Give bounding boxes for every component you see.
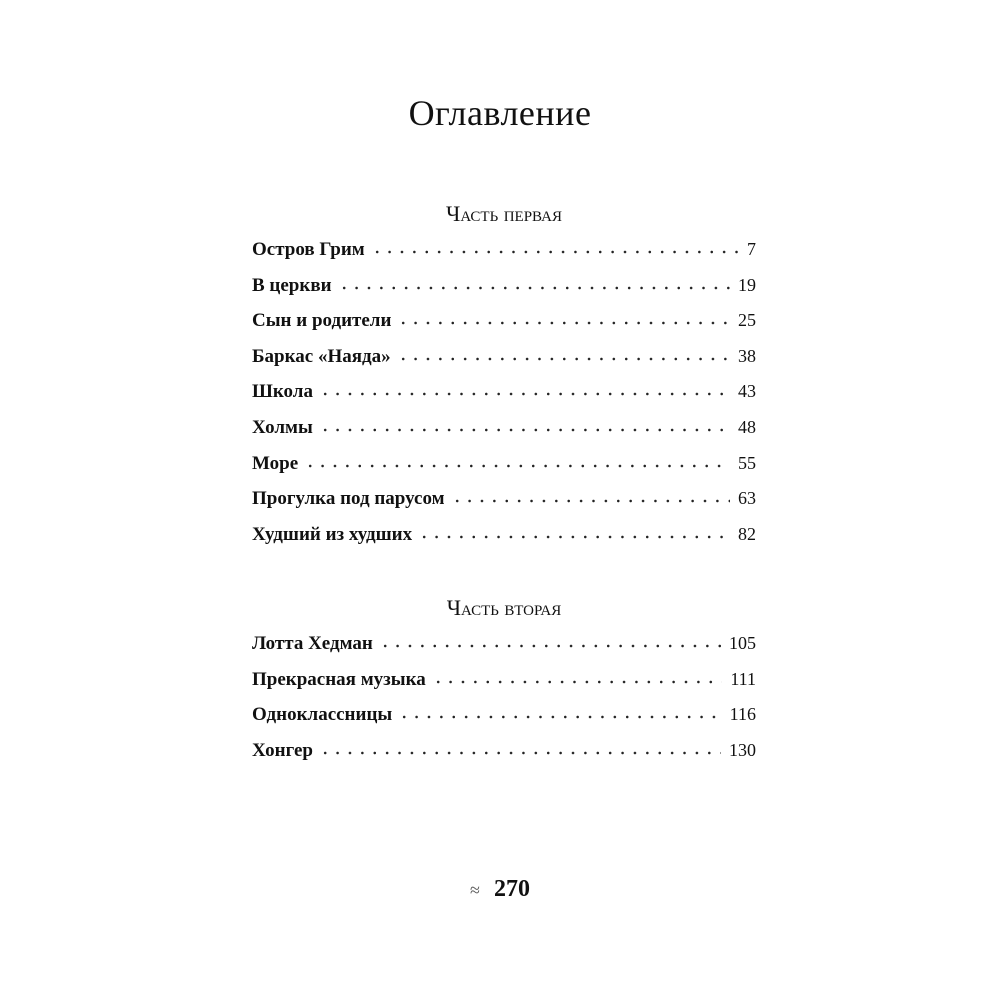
dot-leader: [319, 750, 721, 756]
ornament-icon: ≈: [470, 880, 480, 900]
dot-leader: [371, 249, 739, 255]
entry-page: 19: [738, 274, 756, 295]
page-footer: [0, 876, 1000, 903]
toc-entry[interactable]: [252, 626, 756, 662]
entry-page: 55: [738, 452, 756, 473]
entry-page: 43: [738, 381, 756, 402]
entry-page: 48: [738, 416, 756, 437]
entry-title: Сын и родители: [252, 310, 392, 332]
toc-entry[interactable]: [252, 410, 756, 446]
toc-entry[interactable]: [252, 517, 756, 553]
entry-title: Лотта Хедман: [252, 633, 373, 654]
entry-page: 111: [730, 668, 756, 689]
entry-page: 116: [729, 704, 756, 725]
entry-page: 25: [738, 310, 756, 331]
entry-page: 82: [738, 523, 756, 544]
entry-title: Хонгер: [252, 739, 313, 761]
toc-entry[interactable]: [252, 446, 756, 482]
dot-leader: [451, 498, 730, 504]
toc-entry[interactable]: [252, 374, 756, 410]
dot-leader: [338, 285, 730, 291]
entry-page: 130: [729, 739, 756, 760]
toc-entry[interactable]: [252, 733, 756, 769]
toc-entry[interactable]: [252, 303, 756, 339]
dot-leader: [379, 643, 721, 649]
toc-entry[interactable]: [252, 481, 756, 517]
entry-title: Прекрасная музыка: [252, 668, 426, 690]
dot-leader: [397, 356, 730, 362]
toc-part-2: [252, 590, 756, 768]
dot-leader: [319, 427, 730, 433]
entry-title: Школа: [252, 381, 313, 403]
entry-page: 105: [729, 633, 756, 653]
dot-leader: [398, 714, 721, 720]
entry-title: Холмы: [252, 416, 313, 438]
entry-page: 63: [738, 488, 756, 509]
page-title: Оглавление: [408, 93, 592, 133]
entry-title: Худший из худших: [252, 523, 413, 545]
toc-part-1: [252, 196, 756, 552]
page-number: 270: [493, 876, 530, 902]
entry-page: 7: [747, 239, 756, 259]
entry-title: Прогулка под парусом: [252, 488, 445, 510]
entry-title: Одноклассницы: [252, 704, 393, 726]
entry-title: В церкви: [252, 274, 332, 296]
toc-entry[interactable]: [252, 339, 756, 375]
part-heading: Часть первая: [446, 201, 562, 226]
dot-leader: [304, 463, 730, 469]
entry-title: Баркас «Наяда»: [252, 345, 391, 367]
dot-leader: [432, 679, 723, 685]
part-heading: Часть вторая: [446, 595, 562, 620]
toc-entry[interactable]: [252, 697, 756, 733]
toc-entry[interactable]: [252, 268, 756, 304]
dot-leader: [418, 534, 730, 540]
dot-leader: [397, 320, 730, 326]
toc-entry[interactable]: [252, 232, 756, 268]
entry-title: Море: [252, 452, 299, 474]
entry-page: 38: [738, 345, 756, 366]
toc-entry[interactable]: [252, 662, 756, 698]
dot-leader: [319, 391, 730, 397]
entry-title: Остров Грим: [252, 239, 365, 260]
